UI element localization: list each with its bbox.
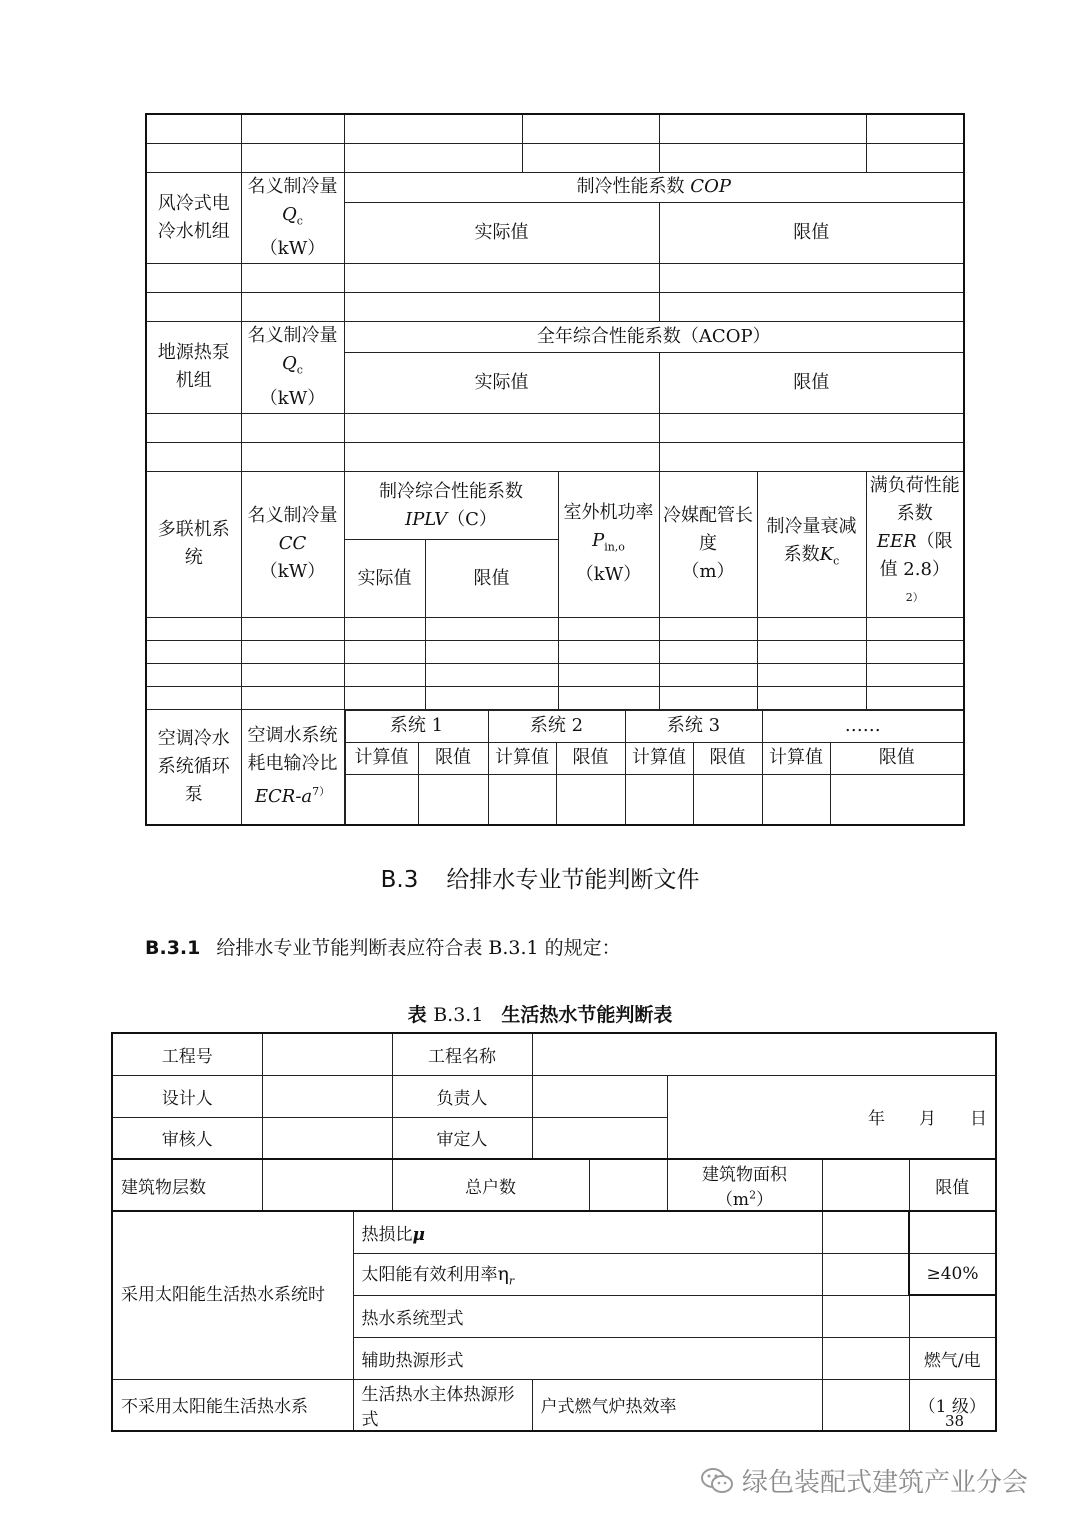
acop-header: 全年综合性能系数（ACOP） bbox=[344, 322, 964, 353]
table-row bbox=[146, 709, 964, 825]
households-label: 总户数 bbox=[392, 1159, 589, 1211]
solar-group-label: 采用太阳能生活热水系统时 bbox=[112, 1211, 353, 1379]
calc-header: 计算值 bbox=[488, 742, 556, 774]
table-row bbox=[146, 413, 964, 442]
iplv-limit-header: 限值 bbox=[425, 540, 558, 617]
calc-header: 计算值 bbox=[762, 742, 830, 774]
outdoor-power-header: 室外机功率 $P_{in,o}(kW)$ bbox=[558, 471, 659, 617]
calc-header: 计算值 bbox=[625, 742, 693, 774]
responsible-label: 负责人 bbox=[392, 1075, 532, 1117]
table-row bbox=[146, 663, 964, 686]
designer-label: 设计人 bbox=[112, 1075, 262, 1117]
air-cooled-category: 风冷式电冷水机组 bbox=[146, 172, 241, 264]
section-number: B.3 bbox=[380, 867, 419, 893]
table-row bbox=[112, 1075, 996, 1117]
solar-efficiency-label: 太阳能有效利用率$\eta_r$ bbox=[353, 1253, 822, 1295]
table-row bbox=[146, 264, 964, 293]
table-row bbox=[146, 686, 964, 709]
table-row bbox=[112, 1211, 996, 1253]
limit-header: 限值 bbox=[830, 742, 963, 774]
vrf-capacity: 名义制冷量CC （kW） bbox=[241, 471, 344, 617]
cop-header: 制冷性能系数 COP bbox=[344, 172, 964, 203]
limit-header: 限值 bbox=[693, 742, 762, 774]
page-number: 38 bbox=[945, 1412, 965, 1430]
clause-paragraph bbox=[145, 933, 621, 960]
table-row bbox=[146, 471, 964, 540]
pipe-length-header: 冷媒配管长度 （m） bbox=[659, 471, 757, 617]
reviewer-label: 审核人 bbox=[112, 1117, 262, 1159]
table-row bbox=[112, 1033, 996, 1075]
limit-header: 限值 bbox=[909, 1159, 996, 1211]
watermark bbox=[700, 1462, 1028, 1499]
pump-systems bbox=[344, 709, 964, 825]
calc-header: 计算值 bbox=[345, 742, 418, 774]
heat-loss-label: 热损比μ bbox=[353, 1211, 822, 1253]
section-title: 给排水专业节能判断文件 bbox=[446, 867, 700, 893]
eer-header: 满负荷性能系数 EER（限值 2.8） $^{2)}$ bbox=[866, 471, 964, 617]
limit-value-header: 限值 bbox=[659, 352, 964, 413]
area-label: 建筑物面积$(m^2)$ bbox=[667, 1159, 822, 1211]
table-row bbox=[146, 442, 964, 471]
aux-source-limit: 燃气/电 bbox=[909, 1337, 996, 1379]
actual-value-header: 实际值 bbox=[344, 352, 659, 413]
table-row bbox=[146, 172, 964, 203]
iplv-actual-header: 实际值 bbox=[344, 540, 425, 617]
iplv-header: 制冷综合性能系数 IPLV（C） bbox=[344, 471, 558, 540]
pump-ratio: 空调水系统耗电输冷比 ECR-$a^{7)}$ bbox=[241, 709, 344, 825]
air-cooled-capacity: 名义制冷量$Q_c$ （kW） bbox=[241, 172, 344, 264]
table-row bbox=[146, 293, 964, 322]
watermark-text: 绿色装配式建筑产业分会 bbox=[742, 1468, 1029, 1498]
limit-value-header: 限值 bbox=[659, 203, 964, 264]
pump-category: 空调冷水系统循环泵 bbox=[146, 709, 241, 825]
system-more-header: …… bbox=[762, 710, 963, 742]
hot-water-judgement-table bbox=[111, 1032, 997, 1432]
floors-label: 建筑物层数 bbox=[112, 1159, 262, 1211]
approver-label: 审定人 bbox=[392, 1117, 532, 1159]
table-row bbox=[146, 143, 964, 172]
table-row bbox=[146, 114, 964, 143]
project-no-label: 工程号 bbox=[112, 1033, 262, 1075]
non-solar-group-label: 不采用太阳能生活热水系 bbox=[112, 1379, 353, 1431]
solar-efficiency-limit: ≥40% bbox=[909, 1253, 996, 1295]
table-row bbox=[146, 640, 964, 663]
attenuation-header: 制冷量衰减系数$K_c$ bbox=[757, 471, 866, 617]
hvac-judgement-table bbox=[145, 113, 965, 826]
boiler-efficiency-label: 户式燃气炉热效率 bbox=[532, 1379, 822, 1431]
table-row bbox=[146, 617, 964, 640]
project-name-label: 工程名称 bbox=[392, 1033, 532, 1075]
vrf-category: 多联机系统 bbox=[146, 471, 241, 617]
main-source-label: 生活热水主体热源形式 bbox=[353, 1379, 532, 1431]
ground-source-category: 地源热泵机组 bbox=[146, 322, 241, 414]
table-row bbox=[146, 322, 964, 353]
boiler-efficiency-limit: （1 级） bbox=[909, 1379, 996, 1431]
actual-value-header: 实际值 bbox=[344, 203, 659, 264]
aux-source-label: 辅助热源形式 bbox=[353, 1337, 822, 1379]
clause-number: B.3.1 bbox=[145, 937, 201, 959]
wechat-icon bbox=[700, 1466, 734, 1496]
limit-header: 限值 bbox=[418, 742, 488, 774]
table-row bbox=[112, 1379, 996, 1431]
date-field: 年 月 日 bbox=[667, 1075, 996, 1159]
ground-source-capacity: 名义制冷量$Q_c$ （kW） bbox=[241, 322, 344, 414]
system-2-header: 系统 2 bbox=[488, 710, 625, 742]
system-3-header: 系统 3 bbox=[625, 710, 762, 742]
table-caption: 表 B.3.1 生活热水节能判断表 bbox=[407, 1004, 673, 1026]
section-heading bbox=[0, 861, 1080, 894]
system-1-header: 系统 1 bbox=[345, 710, 488, 742]
table-row bbox=[112, 1159, 996, 1211]
system-type-label: 热水系统型式 bbox=[353, 1295, 822, 1337]
limit-header: 限值 bbox=[556, 742, 625, 774]
clause-text: 给排水专业节能判断表应符合表 B.3.1 的规定： bbox=[216, 937, 621, 959]
